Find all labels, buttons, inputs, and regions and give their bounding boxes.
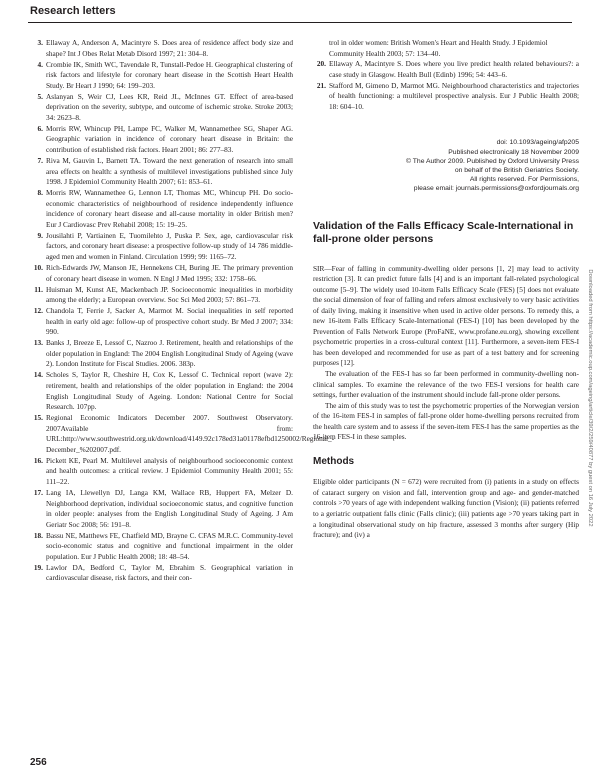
reference-number: 21. (316, 80, 326, 90)
right-column (313, 38, 579, 541)
reference-text: Aslanyan S, Weir CJ, Lees KR, Reid JL, McInnes GT. Effect of area-based deprivation on the severity, subtype, and outcome of ischemic stroke. Stroke 2003; 34: 2623–8. (46, 91, 293, 122)
reference-number: 15. (33, 413, 43, 423)
reference-number: 4. (37, 59, 43, 69)
reference-text: Stafford M, Gimeno D, Marmot MG. Neighbourhood characteristics and trajectories of health functioning: a multilevel prospective analysis. Eur J Public Health 2008; 18: 604–10. (329, 80, 579, 111)
copyright: © The Author 2009. Published by Oxford University Press (405, 157, 579, 165)
article-title: Validation of the Falls Efficacy Scale-International in fall-prone older persons (313, 219, 574, 245)
reference-number: 11. (34, 284, 43, 294)
publication-info (313, 138, 579, 193)
reference-item (313, 59, 579, 80)
reference-text: Huisman M, Kunst AE, Mackenbach JP. Socioeconomic inequalities in morbidity among the elderly; a European overview. Soc Sci Med 2003; 57: 861–73. (46, 284, 293, 305)
download-notice[interactable]: Downloaded from https://academic.oup.com/ageing/article/39/2/259/40877 by guest on 16 July 2022 (587, 269, 593, 527)
body-paragraph-1: SIR—Fear of falling in community-dwelling older persons [1, 2] may lead to activity restriction [3]. It can predict future falls [4] and is an important fall-related psychological outcome [5–9]. The widely used 10-item Falls Efficacy Scale (FES) [5] does not evaluate the social dimension of fear of falling and refers almost exclusively to very basic activities of daily living, making it insensitive when used in active older persons. To remedy this, a new 16-item Falls Efficacy Scale-International (FES-I) [10] has been developed by the Prevention of Falls Network Europe (ProFaNE, www.profane.eu.org), showing excellent psychometric properties in a cross-cultural context [11]. Furthermore, a seven-item FES-I has been developed and recommended for use as part of a test battery and for screening purposes [12]. (313, 263, 579, 368)
reference-number: 10. (33, 262, 43, 272)
reference-number: 9. (37, 230, 43, 240)
body-paragraph-3: The aim of this study was to test the psychometric properties of the Norwegian version of the 16-item FES-I in samples of fall-prone older home-dwelling persons recruited from the health care system and to assess if the seven-item FES-I has the same properties as the 16-item FES-I in these samples. (313, 400, 579, 442)
reference-item (30, 156, 293, 188)
reference-text: Scholes S, Taylor R, Cheshire H, Cox K, Lessof C. Technical report (wave 2): retirement, health and relationships of the older population in England: the 2004 English Longitudinal Study of Ageing. London: National Centre for Social Research. 107pp. (46, 370, 293, 412)
reference-number: 7. (37, 156, 43, 166)
reference-number: 17. (33, 487, 43, 497)
reference-text: Rich-Edwards JW, Manson JE, Hennekens CH, Buring JE. The primary prevention of coronary heart disease in women. N Engl J Med 1995; 332: 1758–66. (46, 262, 293, 283)
reference-item (30, 488, 293, 530)
reference-number: 19. (33, 562, 43, 572)
methods-paragraph: Eligible older participants (N = 672) were recruited from (i) patients in a study on effects of cataract surgery on vision and fall, intervention group and age- and gender-matched controls >70 years of age with independent walking function (Vision); (ii) patients referred to a geriatric outpatient falls clinic (Falls clinic); (iii) patients age >70 years taking part in a longitudinal observational study on hip fracture, assessed 3 months after surgery (Hip fracture); and (iv) a (313, 477, 579, 540)
reference-number: 14. (33, 370, 43, 380)
reference-item (30, 531, 293, 563)
reference-item (30, 306, 293, 338)
reference-text: Jousilahti P, Vartiainen E, Tuomilehto J, Puska P. Sex, age, cardiovascular risk factors, and coronary heart disease: a prospective follow-up study of 14 786 middle-aged men and women in Finland. Circulation 1999; 99: 1165–72. (46, 230, 293, 261)
reference-text: Morris RW, Wannamethee G, Lennon LT, Thomas MC, Whincup PH. Do socio-economic characteristics of neighbourhood of residence independently influence incidence of coronary heart disease and all-cause mortality in older British men? Eur J Cardiovasc Prev Rehabil 2008; 15: 19–25. (46, 188, 293, 229)
reference-number: 20. (316, 59, 326, 69)
reference-item (313, 81, 579, 113)
reference-number: 3. (37, 38, 43, 47)
society: on behalf of the British Geriatrics Society. (454, 166, 579, 174)
doi: doi: 10.1093/ageing/afp205 (496, 139, 579, 147)
reference-list-right (313, 59, 579, 112)
reference-item (30, 456, 293, 488)
rights: All rights reserved. For Permissions, (469, 176, 579, 184)
reference-item (30, 338, 293, 370)
reference-text: Crombie IK, Smith WC, Tavendale R, Tunstall-Pedoe H. Geographical clustering of risk factors and lifestyle for coronary heart disease in the Scottish Heart Health Study. Br Heart J 1990; 64: 199–203. (46, 59, 293, 90)
reference-item (30, 38, 293, 59)
reference-text: Regional Economic Indicators December 2007. Southwest Observatory. 2007Available from: URL:http://www.southwestrid.org.uk/download/4149.92c178ed31a01178efbd1250002/Regional_-December_%202007.pdf. (46, 413, 335, 454)
reference-text: Ellaway A, Anderson A, Macintyre S. Does area of residence affect body size and shape? Int J Obes Relat Metab Disord 1997; 21: 304–8. (46, 38, 293, 58)
reference-continuation (313, 38, 579, 59)
body-paragraph-2: The evaluation of the FES-I has so far been performed in community-dwelling non-clinical samples. To examine the relevance of the two FES-I versions for health care settings, further evaluation of the instrument should include fall-prone older persons. (313, 369, 579, 400)
reference-19-continuation: trol in older women: British Women's Heart and Health Study. J Epidemiol Community Health 2003; 57: 134–40. (329, 38, 548, 58)
reference-number: 12. (33, 306, 43, 316)
reference-number: 5. (37, 91, 43, 101)
reference-item (30, 231, 293, 263)
reference-item (30, 563, 293, 584)
reference-text: Riva M, Gauvin L, Barnett TA. Toward the next generation of research into small area effects on health: a synthesis of multilevel investigations published since July 1998. J Epidemiol Community Health 2007; 61: 853–61. (46, 156, 293, 187)
reference-number: 6. (37, 123, 43, 133)
reference-item (30, 124, 293, 156)
published-date: Published electronically 18 November 2009 (448, 148, 579, 156)
reference-item (30, 60, 293, 92)
reference-text: Banks J, Breeze E, Lessof C, Nazroo J. Retirement, health and relationships of the older population in England: The 2004 English Longitudinal Study of Ageing (wave 2). London Institute for Fiscal Studies. 2006. 383p. (46, 338, 293, 369)
reference-item (30, 92, 293, 124)
reference-text: Lang IA, Llewellyn DJ, Langa KM, Wallace RB, Huppert FA, Melzer D. Neighborhood deprivation, individual socioeconomic status, and cognitive function in older people: analyses from the English Longitudinal Study of Ageing. J Am Geriatr Soc 2008; 56: 191–8. (46, 487, 293, 529)
reference-number: 13. (33, 338, 43, 348)
methods-heading: Methods (313, 455, 355, 467)
reference-text: Pickett KE, Pearl M. Multilevel analysis of neighbourhood socioeconomic context and health outcomes: a critical review. J Epidemiol Community Health 2001; 55: 111–22. (46, 455, 293, 486)
reference-number: 8. (37, 188, 43, 198)
reference-item (30, 263, 293, 284)
page-number: 256 (30, 757, 47, 768)
reference-text: Ellaway A, Macintyre S. Does where you live predict health related behaviours?: a case study in Glasgow. Health Bull (Edinb) 1996; 54: 443–6. (329, 59, 579, 79)
reference-text: Chandola T, Ferrie J, Sacker A, Marmot M. Social inequalities in self reported health in early old age: follow-up of prospective cohort study. Br Med J 2007; 334: 990. (46, 306, 293, 337)
running-header: Research letters (30, 5, 116, 17)
reference-item (30, 285, 293, 306)
permissions-email[interactable]: please email: journals.permissions@oxfordjournals.org (413, 185, 579, 193)
header-divider (28, 22, 572, 23)
reference-item (30, 413, 335, 455)
reference-text: Lawlor DA, Bedford C, Taylor M, Ebrahim S. Geographical variation in cardiovascular disease, risk factors, and their con- (46, 562, 293, 583)
reference-item (30, 188, 293, 230)
reference-number: 18. (33, 530, 43, 540)
reference-number: 16. (33, 455, 43, 465)
reference-item (30, 370, 293, 412)
reference-text: Bassu NE, Matthews FE, Chatfield MD, Brayne C. CFAS M.R.C. Community-level socio-economic status and cognitive and functional impairment in the older population. Eur J Public Health 2008; 18: 48–54. (46, 530, 293, 561)
reference-text: Morris RW, Whincup PH, Lampe FC, Walker M, Wannamethee SG, Shaper AG. Geographic variation in incidence of coronary heart disease in Britain: the contribution of established risk factors. Heart 2001; 86: 277–83. (46, 123, 293, 154)
